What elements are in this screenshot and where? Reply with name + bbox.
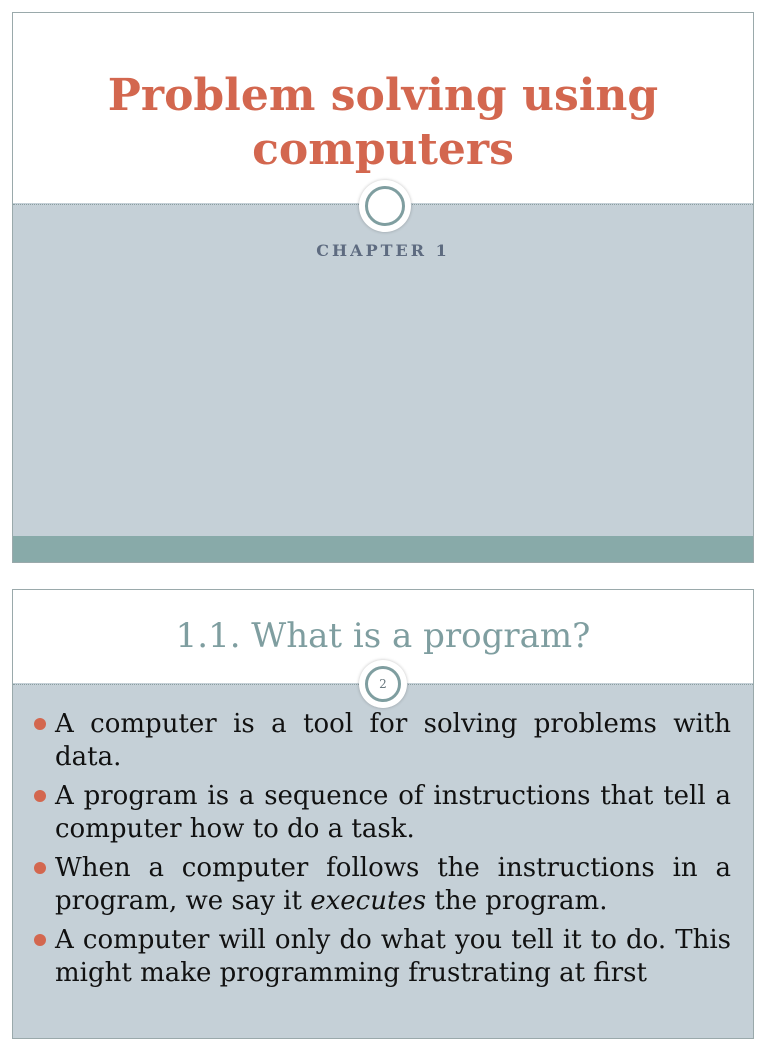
slide-number-badge: [359, 660, 407, 708]
bullet-emphasis: executes: [310, 886, 427, 916]
ring-ornament-icon: [359, 180, 411, 232]
slide-subtitle: CHAPTER 1: [316, 241, 450, 260]
bullet-text-before: When a computer follows the instructions in a program, we say it: [55, 853, 731, 916]
list-item: [33, 708, 731, 774]
bullet-dot-icon: [34, 862, 46, 874]
bullet-text: A computer will only do what you tell it to do. This might make programming frustrating at first: [55, 925, 731, 988]
bullet-dot-icon: [34, 934, 46, 946]
title-area: [13, 13, 753, 203]
list-item: [33, 924, 731, 990]
slide-number: 2: [379, 677, 387, 691]
bullet-list: [33, 708, 731, 996]
bottom-band: [13, 536, 753, 562]
bullet-dot-icon: [34, 718, 46, 730]
list-item: [33, 780, 731, 846]
slide-heading: 1.1. What is a program?: [175, 616, 591, 656]
slide-title: Problem solving using computers: [107, 70, 659, 175]
bullet-text: A program is a sequence of instructions that tell a computer how to do a task.: [55, 781, 731, 844]
title-slide: [12, 12, 754, 563]
bullet-dot-icon: [34, 790, 46, 802]
list-item: [33, 852, 731, 918]
bullet-text-after: the program.: [426, 886, 608, 916]
content-slide: [12, 589, 754, 1039]
bullet-text: A computer is a tool for solving problems with data.: [55, 709, 731, 772]
